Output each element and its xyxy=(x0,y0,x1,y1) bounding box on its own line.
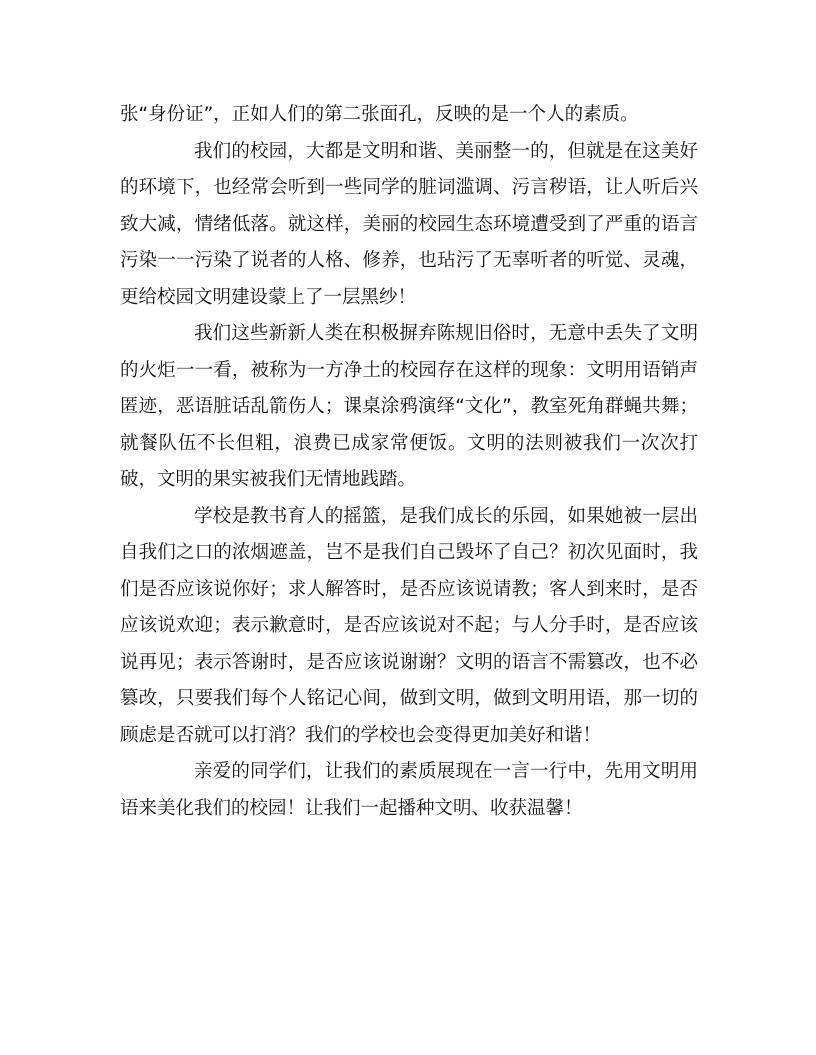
paragraph-continuation: 张“身份证”，正如人们的第二张面孔，反映的是一个人的素质。 xyxy=(120,104,639,125)
paragraph-lost-civility: 我们这些新新人类在积极摒弃陈规旧俗时，无意中丢失了文明的火炬一一看，被称为一方净土的校园存在这样的现象：文明用语销声匿迹，恶语脏话乱箭伤人；课桌涂鸦演绎“文化”，教室死角群蝇共舞；就餐队伍不长但粗，浪费已成家常便饭。文明的法则被我们一次次打破，文明的果实被我们无情地践踏。 xyxy=(120,323,698,490)
paragraph-campus-pollution: 我们的校园，大都是文明和谐、美丽整一的，但就是在这美好的环境下，也经常会听到一些同学的脏词滥调、污言秽语，让人听后兴致大减，情绪低落。就这样，美丽的校园生态环境遭受到了严重的语言污染一一污染了说者的人格、修养，也玷污了无辜听者的听觉、灵魂，更给校园文明建设蒙上了一层黑纱！ xyxy=(120,140,698,308)
paragraph-polite-language: 学校是教书育人的摇篮，是我们成长的乐园，如果她被一层出自我们之口的浓烟遮盖，岂不是我们自己毁坏了自己？初次见面时，我们是否应该说你好；求人解答时，是否应该说请教；客人到来时，是否应该说欢迎；表示歉意时，是否应该说对不起；与人分手时，是否应该说再见；表示答谢时，是否应该说谢谢？文明的语言不需篡改，也不必篡改，只要我们每个人铭记心间，做到文明，做到文明用语，那一切的顾虑是否就可以打消？我们的学校也会变得更加美好和谐！ xyxy=(120,505,698,746)
paragraph-closing-appeal: 亲爱的同学们，让我们的素质展现在一言一行中，先用文明用语来美化我们的校园！让我们一起播种文明、收获温馨！ xyxy=(120,761,698,819)
body-text xyxy=(120,97,698,827)
